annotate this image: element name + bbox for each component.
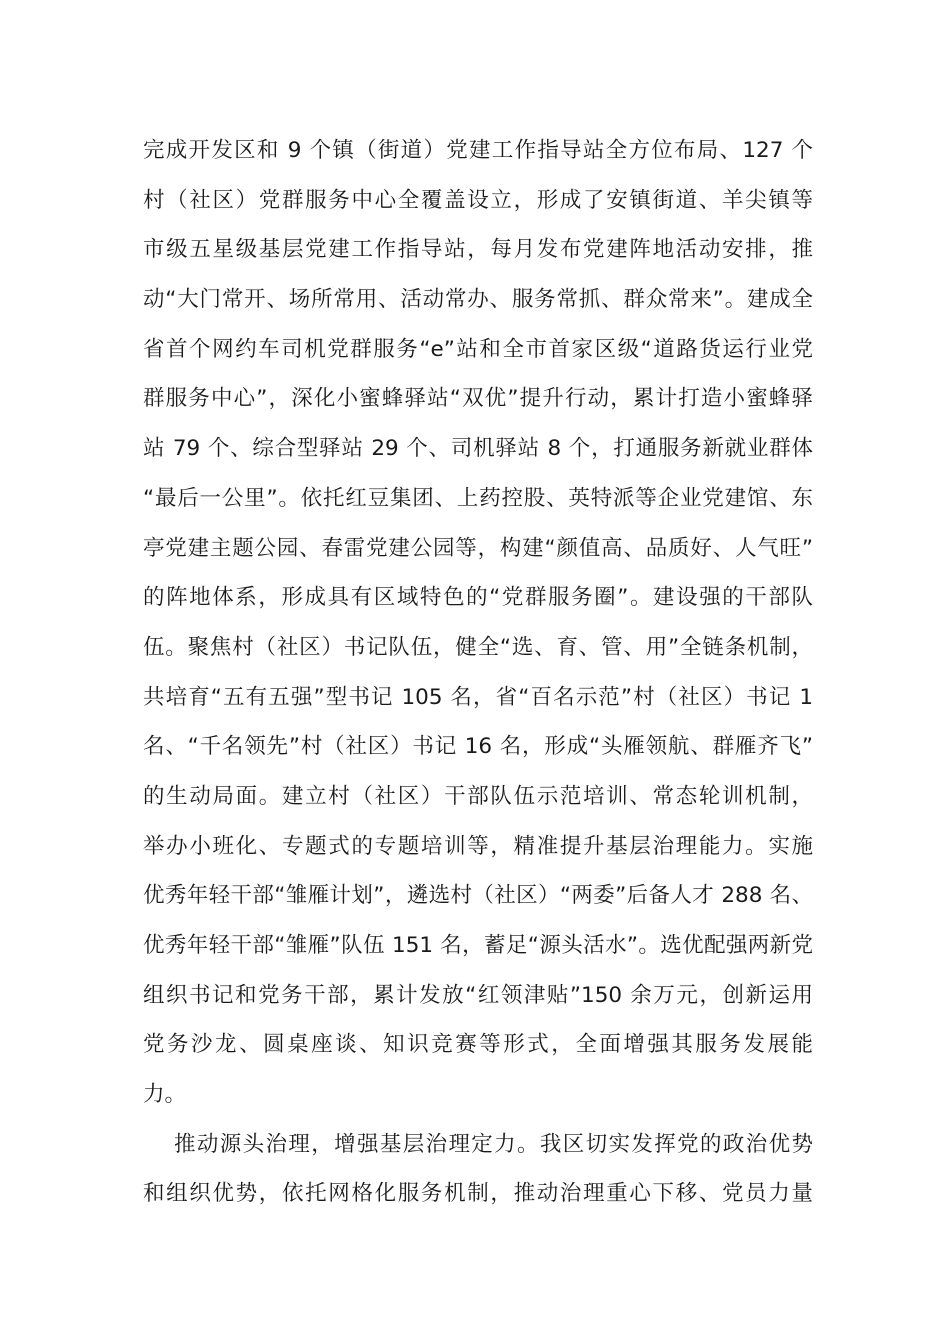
text-line: 省首个网约车司机党群服务“e”站和全市首家区级“道路货运行业党 bbox=[143, 336, 813, 362]
text-line: 伍。聚焦村（社区）书记队伍，健全“选、育、管、用”全链条机制， bbox=[143, 634, 813, 660]
text-line: 共培育“五有五强”型书记 105 名，省“百名示范”村（社区）书记 1 bbox=[143, 684, 813, 710]
text-line: 市级五星级基层党建工作指导站，每月发布党建阵地活动安排，推 bbox=[143, 237, 813, 263]
text-line: 举办小班化、专题式的专题培训等，精准提升基层治理能力。实施 bbox=[143, 833, 813, 859]
text-line: 组织书记和党务干部，累计发放“红领津贴”150 余万元，创新运用 bbox=[143, 982, 813, 1008]
text-line: 优秀年轻干部“雏雁”队伍 151 名，蓄足“源头活水”。选优配强两新党 bbox=[143, 933, 813, 958]
text-line: 的阵地体系，形成具有区域特色的“党群服务圈”。建设强的干部队 bbox=[143, 585, 813, 611]
text-line: 名、“千名领先”村（社区）书记 16 名，形成“头雁领航、群雁齐飞” bbox=[143, 734, 813, 760]
text-line: “最后一公里”。依托红豆集团、上药控股、英特派等企业党建馆、东 bbox=[143, 485, 813, 511]
paragraph-2 bbox=[143, 1120, 813, 1219]
text-line: 力。 bbox=[143, 1082, 187, 1108]
text-line: 动“大门常开、场所常用、活动常办、服务常抓、群众常来”。建成全 bbox=[143, 287, 813, 313]
text-line: 和组织优势，依托网格化服务机制，推动治理重心下移、党员力量 bbox=[143, 1181, 813, 1207]
text-line: 推动源头治理，增强基层治理定力。我区切实发挥党的政治优势 bbox=[174, 1131, 813, 1157]
body-text bbox=[143, 126, 813, 1219]
text-line: 党务沙龙、圆桌座谈、知识竞赛等形式，全面增强其服务发展能 bbox=[143, 1032, 813, 1058]
text-line: 的生动局面。建立村（社区）干部队伍示范培训、常态轮训机制， bbox=[143, 783, 813, 809]
text-line: 群服务中心”，深化小蜜蜂驿站“双优”提升行动，累计打造小蜜蜂驿 bbox=[143, 386, 813, 412]
text-line: 亭党建主题公园、春雷党建公园等，构建“颜值高、品质好、人气旺” bbox=[143, 535, 813, 561]
paragraph-1 bbox=[143, 126, 813, 1120]
text-line: 完成开发区和 9 个镇（街道）党建工作指导站全方位布局、127 个 bbox=[143, 138, 813, 163]
text-line: 优秀年轻干部“雏雁计划”，遴选村（社区）“两委”后备人才 288 名、 bbox=[143, 883, 813, 909]
text-line: 村（社区）党群服务中心全覆盖设立，形成了安镇街道、羊尖镇等 bbox=[143, 187, 813, 213]
text-line: 站 79 个、综合型驿站 29 个、司机驿站 8 个，打通服务新就业群体 bbox=[143, 436, 813, 462]
